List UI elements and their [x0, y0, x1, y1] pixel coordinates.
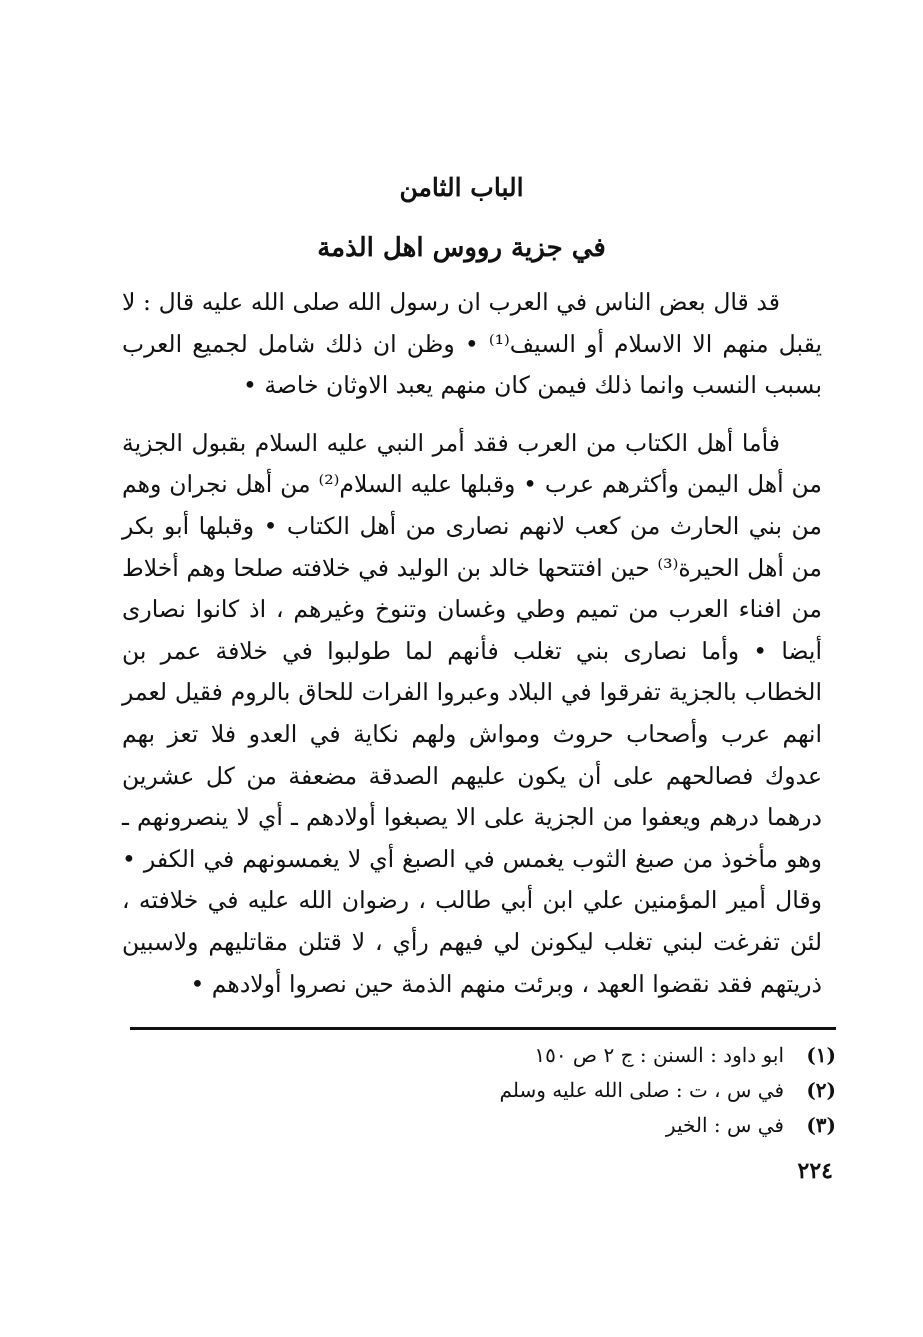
- footnote-1: [130, 1038, 836, 1073]
- footnote-2: [130, 1073, 836, 1108]
- page-number: ٢٢٤: [797, 1158, 833, 1184]
- chapter-title: في جزية رووس اهل الذمة: [317, 233, 606, 263]
- chapter-heading: الباب الثامن: [399, 173, 524, 202]
- body-text: [122, 282, 822, 1005]
- paragraph-1: قد قال بعض الناس في العرب ان رسول الله صلى الله عليه قال : لا يقبل منهم الا الاسلام أو السيف⁽¹⁾ • وظن ان ذلك شامل لجميع العرب بسبب النسب وانما ذلك فيمن كان منهم يعبد الاوثان خاصة •: [122, 288, 822, 400]
- footnote-number: (٢): [806, 1078, 836, 1102]
- footnote-text: في س : الخير: [665, 1113, 784, 1137]
- footnote-text: ابو داود : السنن : ج ٢ ص ١٥٠: [534, 1043, 784, 1067]
- footnotes: [130, 1038, 836, 1143]
- footnote-divider: [130, 1027, 836, 1030]
- footnote-number: (٣): [806, 1113, 836, 1137]
- footnote-3: [130, 1108, 836, 1143]
- footnote-text: في س ، ت : صلى الله عليه وسلم: [499, 1078, 784, 1102]
- footnote-number: (١): [806, 1043, 836, 1067]
- paragraph-2: فأما أهل الكتاب من العرب فقد أمر النبي عليه السلام بقبول الجزية من أهل اليمن وأكثرهم عرب • وقبلها عليه السلام⁽²⁾ من أهل نجران وهم من بني الحارث من كعب لانهم نصارى من أهل الكتاب • وقبلها أبو بكر من أهل الحيرة⁽³⁾ حين افتتحها خالد بن الوليد في خلافته صلحا وهم أخلاط من افناء العرب من تميم وطي وغسان وتنوخ وغيرهم ، اذ كانوا نصارى أيضا • وأما نصارى بني تغلب فأنهم لما طولبوا في خلافة عمر بن الخطاب بالجزية تفرقوا في البلاد وعبروا الفرات للحاق بالروم فقيل لعمر انهم عرب وأصحاب حروث ومواش ولهم نكاية في العدو فلا تعز بهم عدوك فصالحهم على أن يكون عليهم الصدقة مضعفة من كل عشرين درهما درهم ويعفوا من الجزية على الا يصبغوا أولادهم ـ أي لا ينصرونهم ـ وهو مأخوذ من صبغ الثوب يغمس في الصبغ أي لا يغمسونهم في الكفر • وقال أمير المؤمنين علي ابن أبي طالب ، رضوان الله عليه في خلافته ، لئن تفرغت لبني تغلب ليكونن لي فيهم رأي ، لا قتلن مقاتليهم ولاسبين ذريتهم فقد نقضوا العهد ، وبرئت منهم الذمة حين نصروا أولادهم •: [122, 428, 822, 998]
